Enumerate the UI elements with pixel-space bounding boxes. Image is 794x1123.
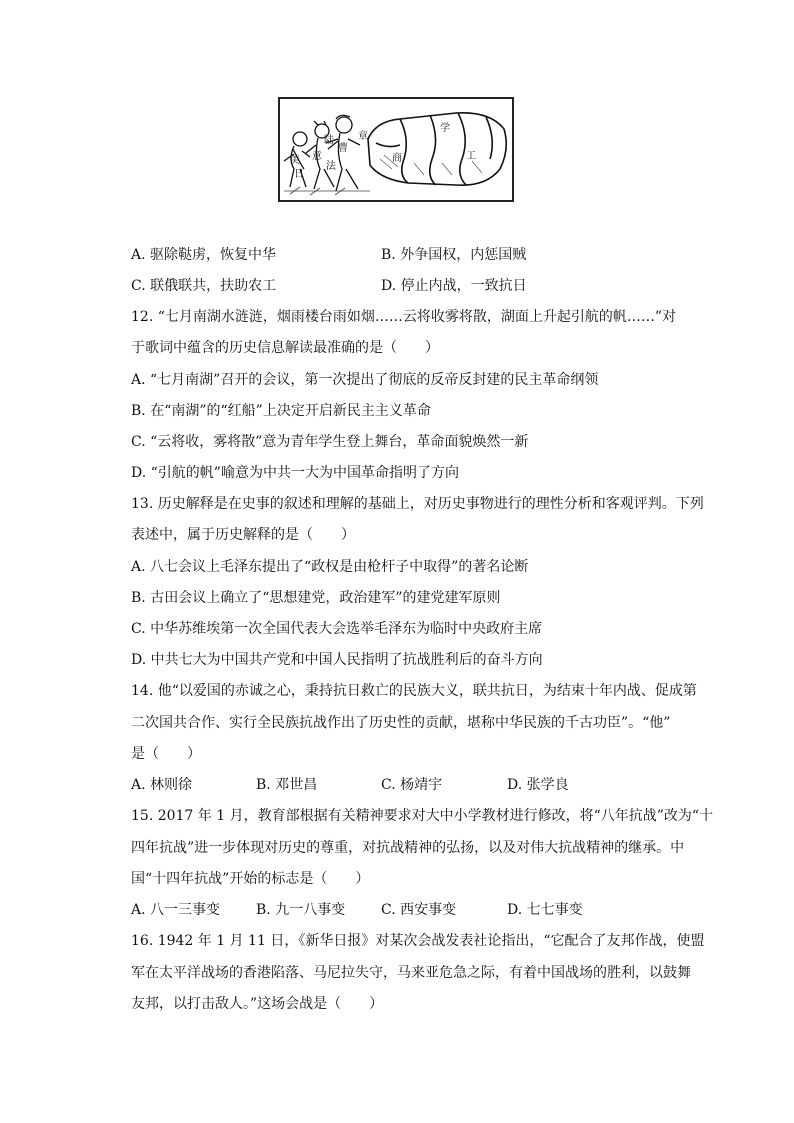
cartoon-label-gong: 工 (466, 151, 476, 162)
q16-stem-line-3: 友邦，以打击敌人。”这场会战是（ ） (131, 996, 384, 1012)
cartoon-label-fa: 法 (326, 161, 336, 172)
q12-option-d: D. “引航的帆”喻意为中共一大为中国革命指明了方向 (131, 465, 459, 481)
q14-option-c: C. 杨靖宇 (381, 777, 443, 793)
q14-stem-line-3: 是（ ） (131, 746, 201, 762)
q15-stem-line-3: 国“十四年抗战”开始的标志是（ ） (131, 871, 370, 887)
q16-stem-line-1: 16. 1942 年 1 月 11 日，《新华日报》对某次会战发表社论指出，“它配合了友邦作战，使盟 (131, 933, 705, 949)
cartoon-label-lu: 陆 (324, 135, 334, 146)
q11-option-d: D. 停止内战，一致抗日 (381, 278, 527, 294)
q15-option-a: A. 八一三事变 (131, 902, 221, 918)
q13-stem-line-1: 13. 历史解释是在史事的叙述和理解的基础上，对历史事物进行的理性分析和客观评判。下列 (131, 496, 704, 512)
cartoon-label-mei: 美 (290, 155, 300, 166)
q13-option-d: D. 中共七大为中国共产党和中国人民指明了抗战胜利后的奋斗方向 (131, 652, 543, 668)
q15-option-d: D. 七七事变 (507, 902, 583, 918)
q13-stem-line-2: 表述中，属于历史解释的是（ ） (131, 527, 355, 543)
cartoon-label-ri: 日 (294, 169, 304, 180)
q15-option-c: C. 西安事变 (381, 902, 457, 918)
q12-option-a: A. “七月南湖”召开的会议，第一次提出了彻底的反帝反封建的民主革命纲领 (131, 372, 599, 388)
fist-cartoon-drawing (280, 99, 512, 200)
cartoon-label-cao: 曹 (338, 143, 348, 154)
q16-stem-line-2: 军在太平洋战场的香港陷落、马尼拉失守，马来亚危急之际，有着中国战场的胜利，以鼓舞 (131, 965, 691, 981)
q11-option-a: A. 驱除鞑虏，恢复中华 (131, 247, 277, 263)
q15-stem-line-2: 四年抗战”进一步体现对历史的尊重，对抗战精神的弘扬，以及对伟大抗战精神的继承。中 (131, 840, 685, 856)
cartoon-label-yi: 意 (312, 151, 322, 162)
q14-stem-line-2: 二次国共合作、实行全民族抗战作出了历史性的贡献，堪称中华民族的千古功臣”。“他” (131, 715, 671, 731)
q12-option-b: B. 在“南湖”的“红船”上决定开启新民主主义革命 (131, 403, 431, 419)
cartoon-label-xue: 学 (440, 123, 450, 134)
q14-stem-line-1: 14. 他“以爱国的赤诚之心，秉持抗日救亡的民族大义，联共抗日，为结束十年内战、促成第 (131, 683, 697, 699)
cartoon-label-shang: 商 (392, 153, 402, 164)
q15-option-b: B. 九一八事变 (256, 902, 346, 918)
q12-stem-line-2: 于歌词中蕴含的历史信息解读最准确的是（ ） (131, 340, 439, 356)
q14-option-d: D. 张学良 (507, 777, 569, 793)
q13-option-a: A. 八七会议上毛泽东提出了“政权是由枪杆子中取得”的著名论断 (131, 559, 529, 575)
q12-stem-line-1: 12. “七月南湖水涟涟，烟雨楼台雨如烟……云将收雾将散，湖面上升起引航的帆……”对 (131, 309, 677, 325)
cartoon-illustration (278, 97, 514, 202)
q11-option-c: C. 联俄联共，扶助农工 (131, 278, 277, 294)
q11-option-b: B. 外争国权，内惩国贼 (381, 247, 527, 263)
q14-option-b: B. 邓世昌 (256, 777, 318, 793)
cartoon-label-zhang: 章 (358, 131, 368, 142)
q13-option-b: B. 古田会议上确立了“思想建党，政治建军”的建党建军原则 (131, 590, 501, 606)
q12-option-c: C. “云将收，雾将散”意为青年学生登上舞台，革命面貌焕然一新 (131, 434, 529, 450)
q15-stem-line-1: 15. 2017 年 1 月，教育部根据有关精神要求对大中小学教材进行修改，将“八年抗战”改为“十 (131, 808, 714, 824)
q14-option-a: A. 林则徐 (131, 777, 193, 793)
q13-option-c: C. 中华苏维埃第一次全国代表大会选举毛泽东为临时中央政府主席 (131, 621, 543, 637)
